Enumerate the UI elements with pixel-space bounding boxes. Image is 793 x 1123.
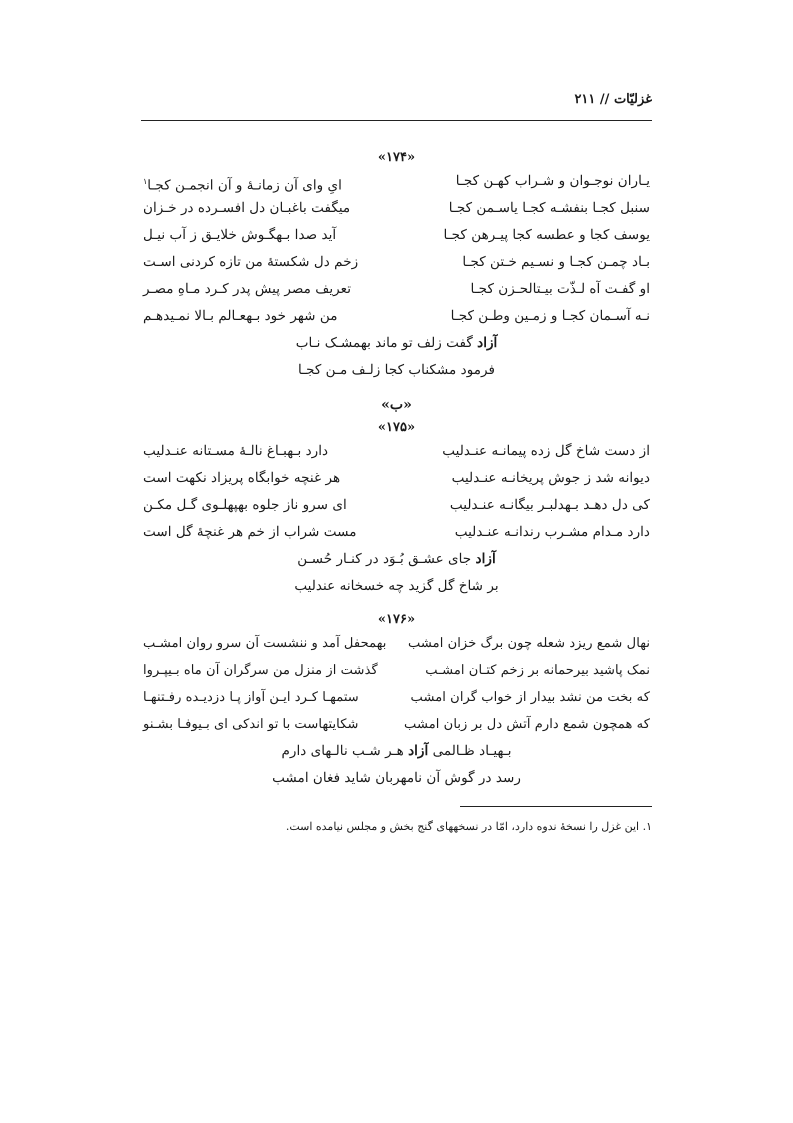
left-hemistich: که بخت من نشد بیدار از خواب گران امشب <box>410 690 650 705</box>
couplet <box>141 684 652 711</box>
running-head: غزلیّات // ۲۱۱ <box>574 92 652 107</box>
left-hemistich: یوسف کجا و عطسه کجا پیـرهن کجـا <box>443 227 650 243</box>
pen-name: آزاد <box>477 335 498 351</box>
couplet <box>141 657 652 684</box>
poem-176 <box>141 610 652 792</box>
header-rule <box>141 120 652 121</box>
closing-hemistich: بـهیـاد ظـالمی آزاد هـر شـب نالـهای دارم <box>281 743 512 759</box>
left-hemistich: که همچون شمع دارم آتش دل بر زبان امشب <box>404 717 650 732</box>
right-hemistich: ای سرو ناز جلوه بهپهلـوی گـل مکـن <box>143 497 347 513</box>
poem-number: «۱۷۶» <box>377 612 416 627</box>
closing-hemistich: آزاد گفت زلف تو ماند بهمشـک نـاب <box>295 335 498 351</box>
left-hemistich: نمک پاشید بیرحمانه بر زخم کتـان امشـب <box>425 663 650 678</box>
couplet <box>141 168 652 195</box>
left-hemistich: دارد مـدام مشـرب رندانـه عنـدلیب <box>454 524 650 540</box>
left-hemistich: او گفـت آه لـذّت بیـتالحـزن کجـا <box>470 281 650 297</box>
section-letter: «ب» <box>381 397 412 413</box>
couplet <box>141 465 652 492</box>
couplet <box>141 519 652 546</box>
couplet <box>141 222 652 249</box>
left-hemistich: دیوانه شد ز جوش پریخانـه عنـدلیب <box>451 470 650 486</box>
couplet <box>141 195 652 222</box>
poem-number: «۱۷۵» <box>377 420 416 435</box>
couplet <box>141 438 652 465</box>
right-hemistich: ایِ واى آن زمانـهٔ و آن انجمـن کجـا$^۱$ <box>143 177 342 194</box>
left-hemistich: یـاران نوجـوان و شـراب کهـن کجـا <box>455 173 650 189</box>
poem-number: «۱۷۴» <box>377 150 416 165</box>
right-hemistich: هر غنچه خوابگاه پریزاد نکهت است <box>143 470 341 486</box>
couplet <box>141 492 652 519</box>
couplet <box>141 630 652 657</box>
footnote-rule <box>460 806 652 807</box>
closing-hemistich: آزاد جای عشـق بُـوَد در کنـار حُسـن <box>297 551 496 567</box>
poem-175 <box>141 394 652 600</box>
couplet <box>141 711 652 738</box>
right-hemistich: آید صدا بـهگـوش خلایـق ز آب نیـل <box>143 227 337 243</box>
right-hemistich: میگفت باغبـان دل افسـرده در خـزان <box>143 200 351 216</box>
footnote: ۱. این غزل را نسخهٔ ندوه دارد، امّا در نسخههای گنج بخش و مجلس نیامده است. <box>285 820 652 833</box>
pen-name: آزاد <box>408 743 429 759</box>
page-content <box>141 140 652 792</box>
closing-hemistich: رسد در گوش آن نامهربان شاید فغان امشب <box>272 770 521 786</box>
right-hemistich: زخم دل شکستهٔ من تازه کردنی اسـت <box>143 254 359 270</box>
closing-hemistich: بر شاخ گل گزید چه خسخانه عندلیب <box>294 578 499 594</box>
left-hemistich: سنبل کجـا بنفشـه کجـا یاسـمن کجـا <box>448 200 650 216</box>
right-hemistich: من شهر خود بـهعـالم بـالا نمـیدهـم <box>143 308 338 324</box>
right-hemistich: بهمحفل آمد و ننشست آن سرو روان امشـب <box>143 636 387 651</box>
right-hemistich: دارد بـهبـاغ نالـهٔ مسـتانه عنـدلیب <box>143 443 329 459</box>
couplet <box>141 276 652 303</box>
poem-174 <box>141 148 652 384</box>
right-hemistich: مست شراب از خم هر غنچهٔ گل است <box>143 524 357 540</box>
right-hemistich: گذشت از منزل من سرگران آن ماه بـیپـروا <box>143 663 378 678</box>
right-hemistich: تعریف مصر پیش پدر کـرد مـاهِ مصـر <box>143 281 351 297</box>
couplet <box>141 249 652 276</box>
couplet <box>141 303 652 330</box>
right-hemistich: ستمهـا کـرد ایـن آواز پـا دزدیـده رفـتنهـا <box>143 690 359 705</box>
left-hemistich: کی دل دهـد بـهدلبـر بیگانـه عنـدلیب <box>449 497 650 513</box>
left-hemistich: نهال شمع ریزد شعله چون برگ خزان امشب <box>407 636 650 651</box>
left-hemistich: بـاد چمـن کجـا و نسـیم خـتن کجـا <box>462 254 650 270</box>
closing-hemistich: فرمود مشکناب کجا زلـف مـن کجـا <box>297 362 496 378</box>
pen-name: آزاد <box>475 551 496 567</box>
right-hemistich: شکایتهاست با تو اندکی ای بـیوفـا بشـنو <box>143 717 359 732</box>
left-hemistich: از دست شاخ گل زده پیمانـه عنـدلیب <box>442 443 650 459</box>
footnote-marker: ۱ <box>143 177 148 186</box>
left-hemistich: نـه آسـمان کجـا و زمـین وطـن کجـا <box>450 308 650 324</box>
